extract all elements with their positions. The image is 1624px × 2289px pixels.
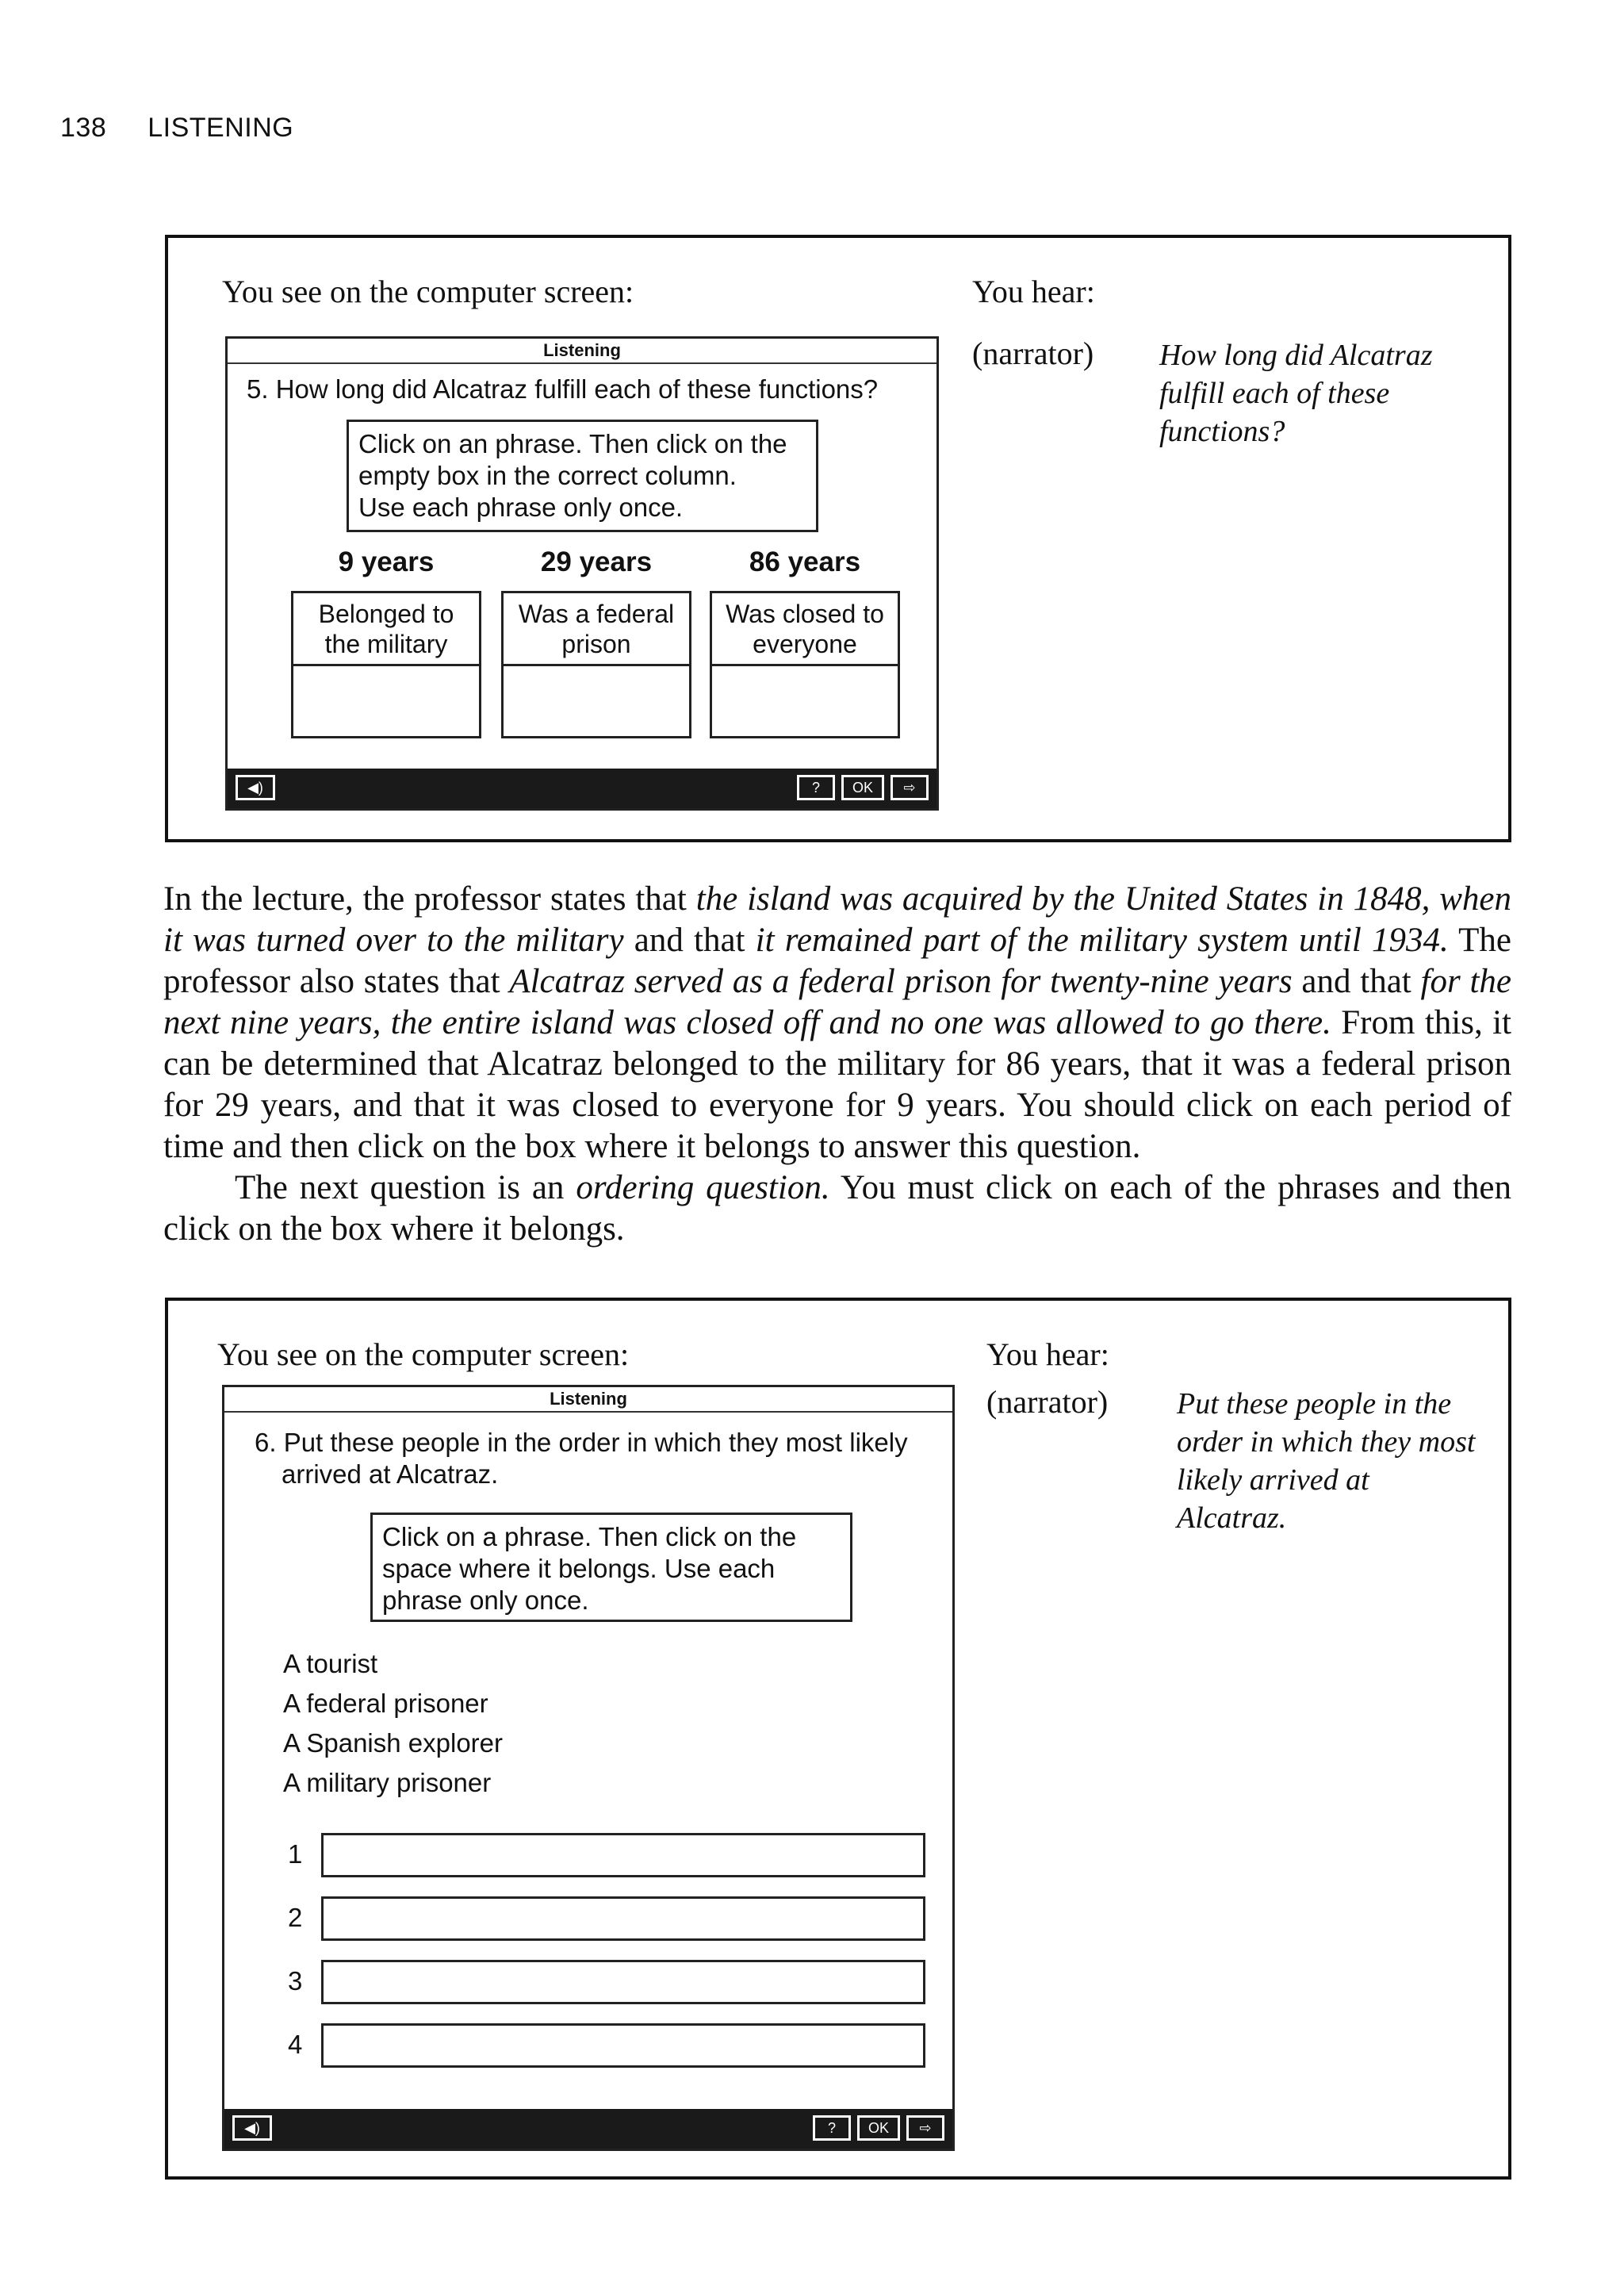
section-title: LISTENING [147,113,294,143]
screen-title-bar [228,340,936,364]
instruction-line: space where it belongs. Use each [382,1554,776,1583]
italic-quote-segment: the island was acquired by the United States in 1848, when it was turned over to the military [163,880,1511,959]
text-segment: From this, it can be determined that Alcatraz belonged to the military for 86 years, that it was a federal prison for 29 years, and that it was closed to everyone for 9 years. You should click on each period of time and then click on the box where it belongs to answer this question. [163,1004,1511,1165]
narration-line: How long did Alcatraz [1159,339,1433,372]
see-label: You see on the computer screen: [222,274,634,309]
explanation-paragraph-2 [163,1168,1511,1250]
order-slot-3[interactable] [321,1960,925,2004]
instruction-line: empty box in the correct column. [358,461,737,490]
instructions-box [370,1513,852,1622]
question-text: 5. How long did Alcatraz fulfill each of these functions? [247,374,879,404]
question-line: arrived at Alcatraz. [282,1459,499,1489]
empty-answer-slot[interactable] [293,666,479,736]
screen-toolbar [228,769,936,808]
instruction-line: Use each phrase only once. [358,493,684,522]
option-tourist[interactable]: A tourist [283,1649,378,1678]
phrase-federal-prison[interactable]: Was a federal prison [504,593,689,666]
phrase-closed-to-everyone[interactable]: Was closed to everyone [712,593,898,666]
column-box-29-years [501,591,691,738]
column-box-86-years [710,591,900,738]
column-heading-29-years: 29 years [540,546,653,577]
narration-line: functions? [1159,415,1285,448]
running-head [60,113,335,144]
example-1-frame [165,235,1511,842]
italic-quote-segment: for the next nine years, the entire island was closed off and no one was allowed to go there. [163,963,1511,1041]
help-icon[interactable]: ? [813,2115,851,2141]
order-slot-4[interactable] [321,2023,925,2068]
hear-label: You hear: [986,1336,1109,1372]
italic-quote-segment: it remained part of the military system until 1934. [755,922,1449,959]
option-military-prisoner[interactable]: A military prisoner [283,1768,492,1797]
text-segment: The next question is an [235,1169,576,1206]
order-number: 2 [288,1903,303,1932]
order-number: 4 [288,2030,303,2059]
next-icon[interactable]: ⇨ [906,2115,944,2141]
column-box-9-years [291,591,481,738]
option-federal-prisoner[interactable]: A federal prisoner [283,1689,488,1718]
empty-answer-slot[interactable] [504,666,689,736]
computer-screen-2 [222,1385,955,2151]
see-label: You see on the computer screen: [217,1336,630,1372]
computer-screen-1 [225,336,939,811]
screen-toolbar [224,2109,952,2149]
confirm-button[interactable]: OK [841,775,884,800]
volume-icon[interactable]: ◀) [236,775,275,800]
option-spanish-explorer[interactable]: A Spanish explorer [283,1728,504,1758]
help-icon[interactable]: ? [797,775,835,800]
order-slot-2[interactable] [321,1896,925,1941]
instruction-line: Click on a phrase. Then click on the [382,1522,797,1551]
volume-icon[interactable]: ◀) [232,2115,272,2141]
order-slot-1[interactable] [321,1833,925,1877]
narrator-label: (narrator) [986,1384,1109,1420]
text-segment: and that [1292,963,1421,1000]
narration-line: likely arrived at [1177,1463,1369,1497]
question-text [255,1427,908,1490]
instruction-line: Click on an phrase. Then click on the [358,429,787,458]
hear-label: You hear: [972,274,1095,309]
explanation-text [163,879,1511,1250]
explanation-paragraph-1 [163,879,1511,1168]
italic-quote-segment: ordering question. [576,1169,830,1206]
text-segment: In the lecture, the professor states that [163,880,696,918]
page-number: 138 [60,113,107,143]
empty-answer-slot[interactable] [712,666,898,736]
narration-line: fulfill each of these [1159,377,1390,410]
question-line: 6. Put these people in the order in which they most likely [255,1428,908,1457]
text-segment: You must click on each of the phrases and then click on the box where it belongs. [163,1169,1511,1248]
next-icon[interactable]: ⇨ [891,775,929,800]
narrator-label: (narrator) [972,335,1094,371]
screen-title: Listening [537,340,627,361]
example-2-frame [165,1298,1511,2180]
narration-line: order in which they most [1177,1425,1476,1459]
narration-line: Alcatraz. [1177,1501,1287,1535]
instruction-line: phrase only once. [382,1585,589,1615]
text-segment: and that [623,922,756,959]
screen-title-bar [224,1389,952,1413]
column-heading-9-years: 9 years [338,546,435,577]
instructions-box [347,420,818,532]
italic-quote-segment: Alcatraz served as a federal prison for twenty-nine years [509,963,1293,1000]
order-number: 3 [288,1966,303,1996]
order-number: 1 [288,1839,303,1869]
column-heading-86-years: 86 years [749,546,861,577]
text-segment: The professor also states that [163,922,1511,1000]
confirm-button[interactable]: OK [857,2115,900,2141]
narration-line: Put these people in the [1177,1387,1452,1421]
screen-title: Listening [543,1389,634,1409]
phrase-belonged-to-military[interactable]: Belonged to the military [293,593,479,666]
